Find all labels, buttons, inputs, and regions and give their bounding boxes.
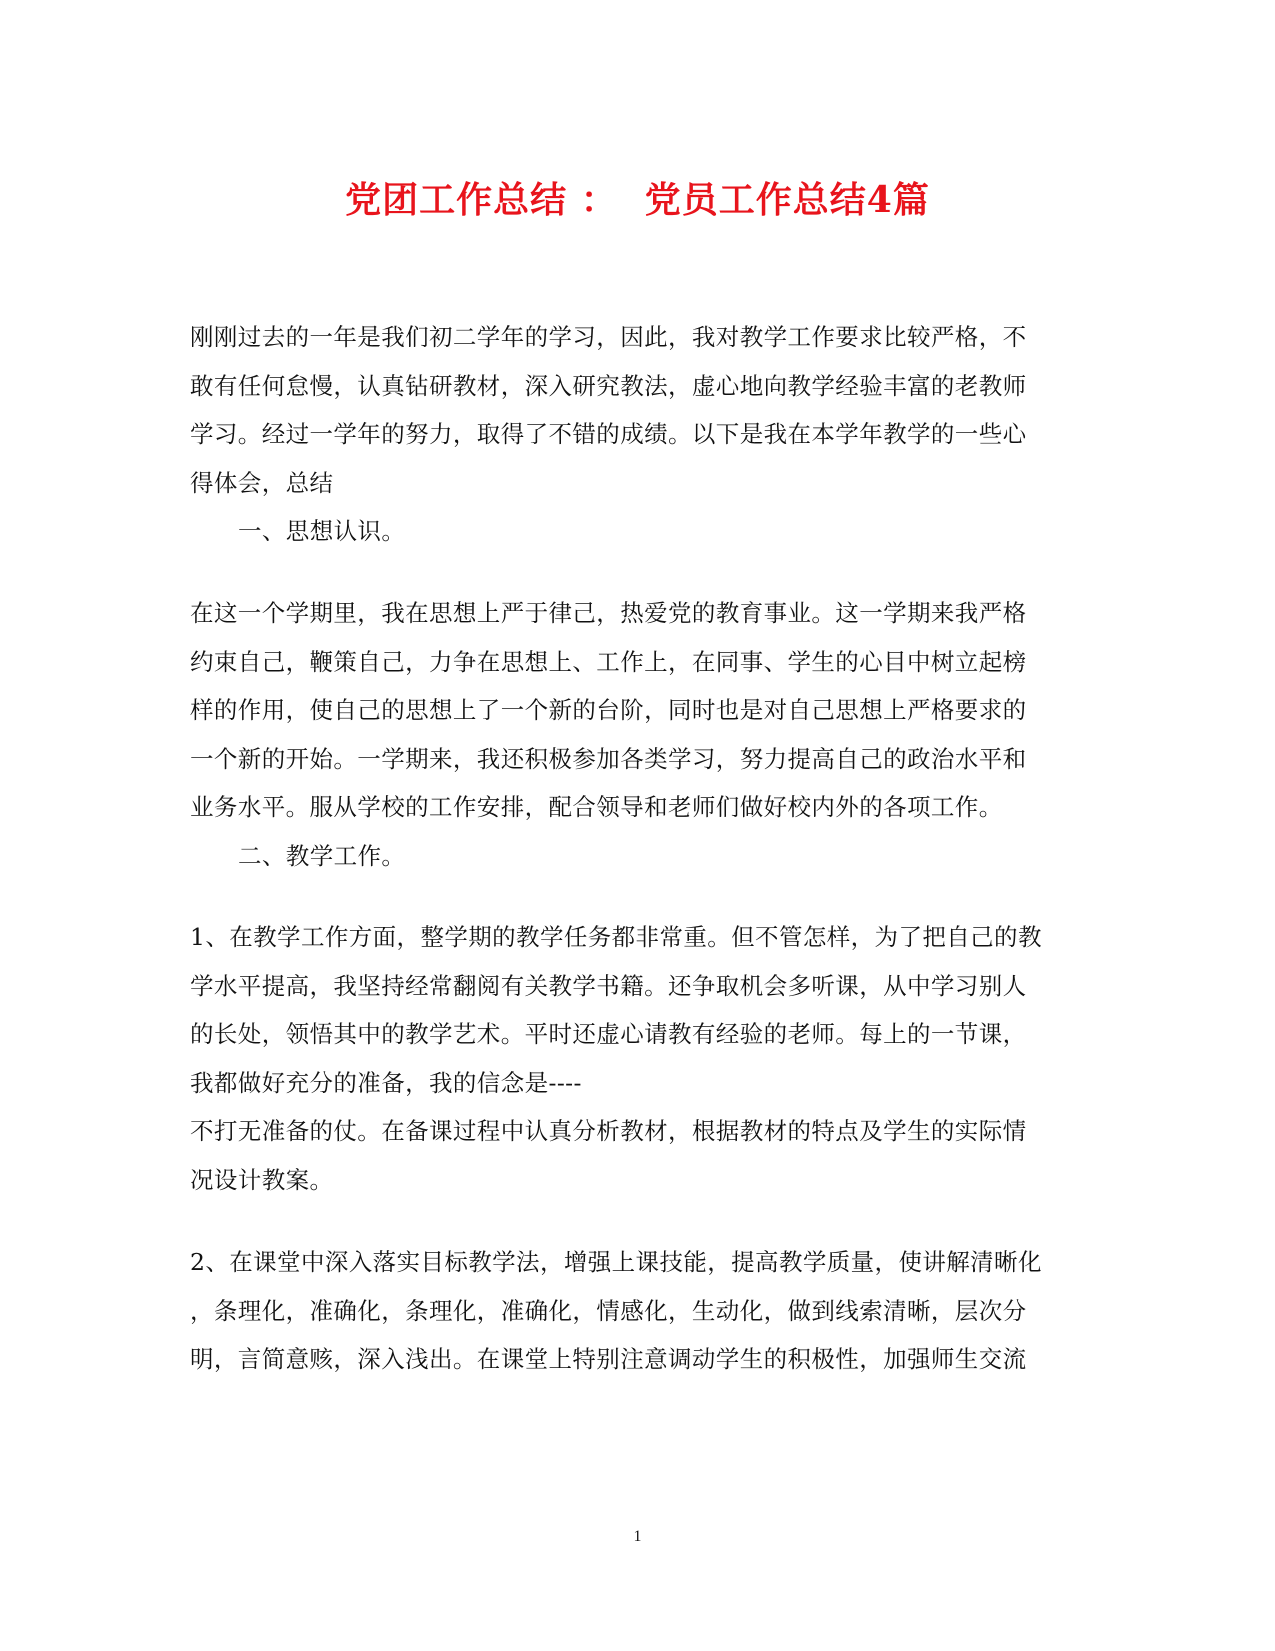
document-title: 党团工作总结 ： 党员工作总结4篇 <box>345 179 930 221</box>
paragraph-line: 业务水平。服从学校的工作安排，配合领导和老师们做好校内外的各项工作。 <box>190 793 1003 821</box>
paragraph-line: 2、在课堂中深入落实目标教学法，增强上课技能，提高教学质量，使讲解清晰化 <box>190 1248 1042 1276</box>
paragraph-line: 学水平提高，我坚持经常翻阅有关教学书籍。还争取机会多听课，从中学习别人 <box>190 971 1027 1000</box>
paragraph-line: 样的作用，使自己的思想上了一个新的台阶，同时也是对自己思想上严格要求的 <box>190 696 1027 724</box>
section1-paragraph <box>190 589 1080 880</box>
paragraph-line: 在这一个学期里，我在思想上严于律己，热爱党的教育事业。这一学期来我严格 <box>190 599 1027 627</box>
paragraph-line: 学习。经过一学年的努力，取得了不错的成绩。以下是我在本学年教学的一些心 <box>190 420 1027 448</box>
paragraph-line: 1、在教学工作方面，整学期的教学任务都非常重。但不管怎样，为了把自己的教 <box>190 923 1042 951</box>
page-number: 1 <box>633 1528 642 1545</box>
paragraph-line: 明，言简意赅，深入浅出。在课堂上特别注意调动学生的积极性，加强师生交流 <box>190 1345 1027 1373</box>
paragraph-line: 的长处，领悟其中的教学艺术。平时还虚心请教有经验的老师。每上的一节课， <box>190 1020 1027 1048</box>
paragraph-line: 一个新的开始。一学期来，我还积极参加各类学习，努力提高自己的政治水平和 <box>190 744 1027 773</box>
section-heading-2: 二、教学工作。 <box>238 841 406 870</box>
paragraph-line: 况设计教案。 <box>190 1165 334 1194</box>
paragraph-line: 不打无准备的仗。在备课过程中认真分析教材，根据教材的特点及学生的实际情 <box>190 1117 1027 1145</box>
intro-paragraph <box>190 313 1080 556</box>
section-heading-1: 一、思想认识。 <box>238 517 406 545</box>
item2-paragraph <box>190 1238 1080 1384</box>
paragraph-line: 我都做好充分的准备，我的信念是---- <box>190 1068 582 1097</box>
paragraph-line: 刚刚过去的一年是我们初二学年的学习，因此，我对教学工作要求比较严格，不 <box>190 323 1027 351</box>
paragraph-line: 得体会，总结 <box>190 468 334 497</box>
paragraph-line: 敢有任何怠慢，认真钻研教材，深入研究教法，虚心地向教学经验丰富的老教师 <box>190 371 1027 400</box>
item1-paragraph <box>190 913 1080 1204</box>
paragraph-line: ，条理化，准确化，条理化，准确化，情感化，生动化，做到线索清晰，层次分 <box>190 1296 1027 1325</box>
paragraph-line: 约束自己，鞭策自己，力争在思想上、工作上，在同事、学生的心目中树立起榜 <box>190 647 1027 676</box>
